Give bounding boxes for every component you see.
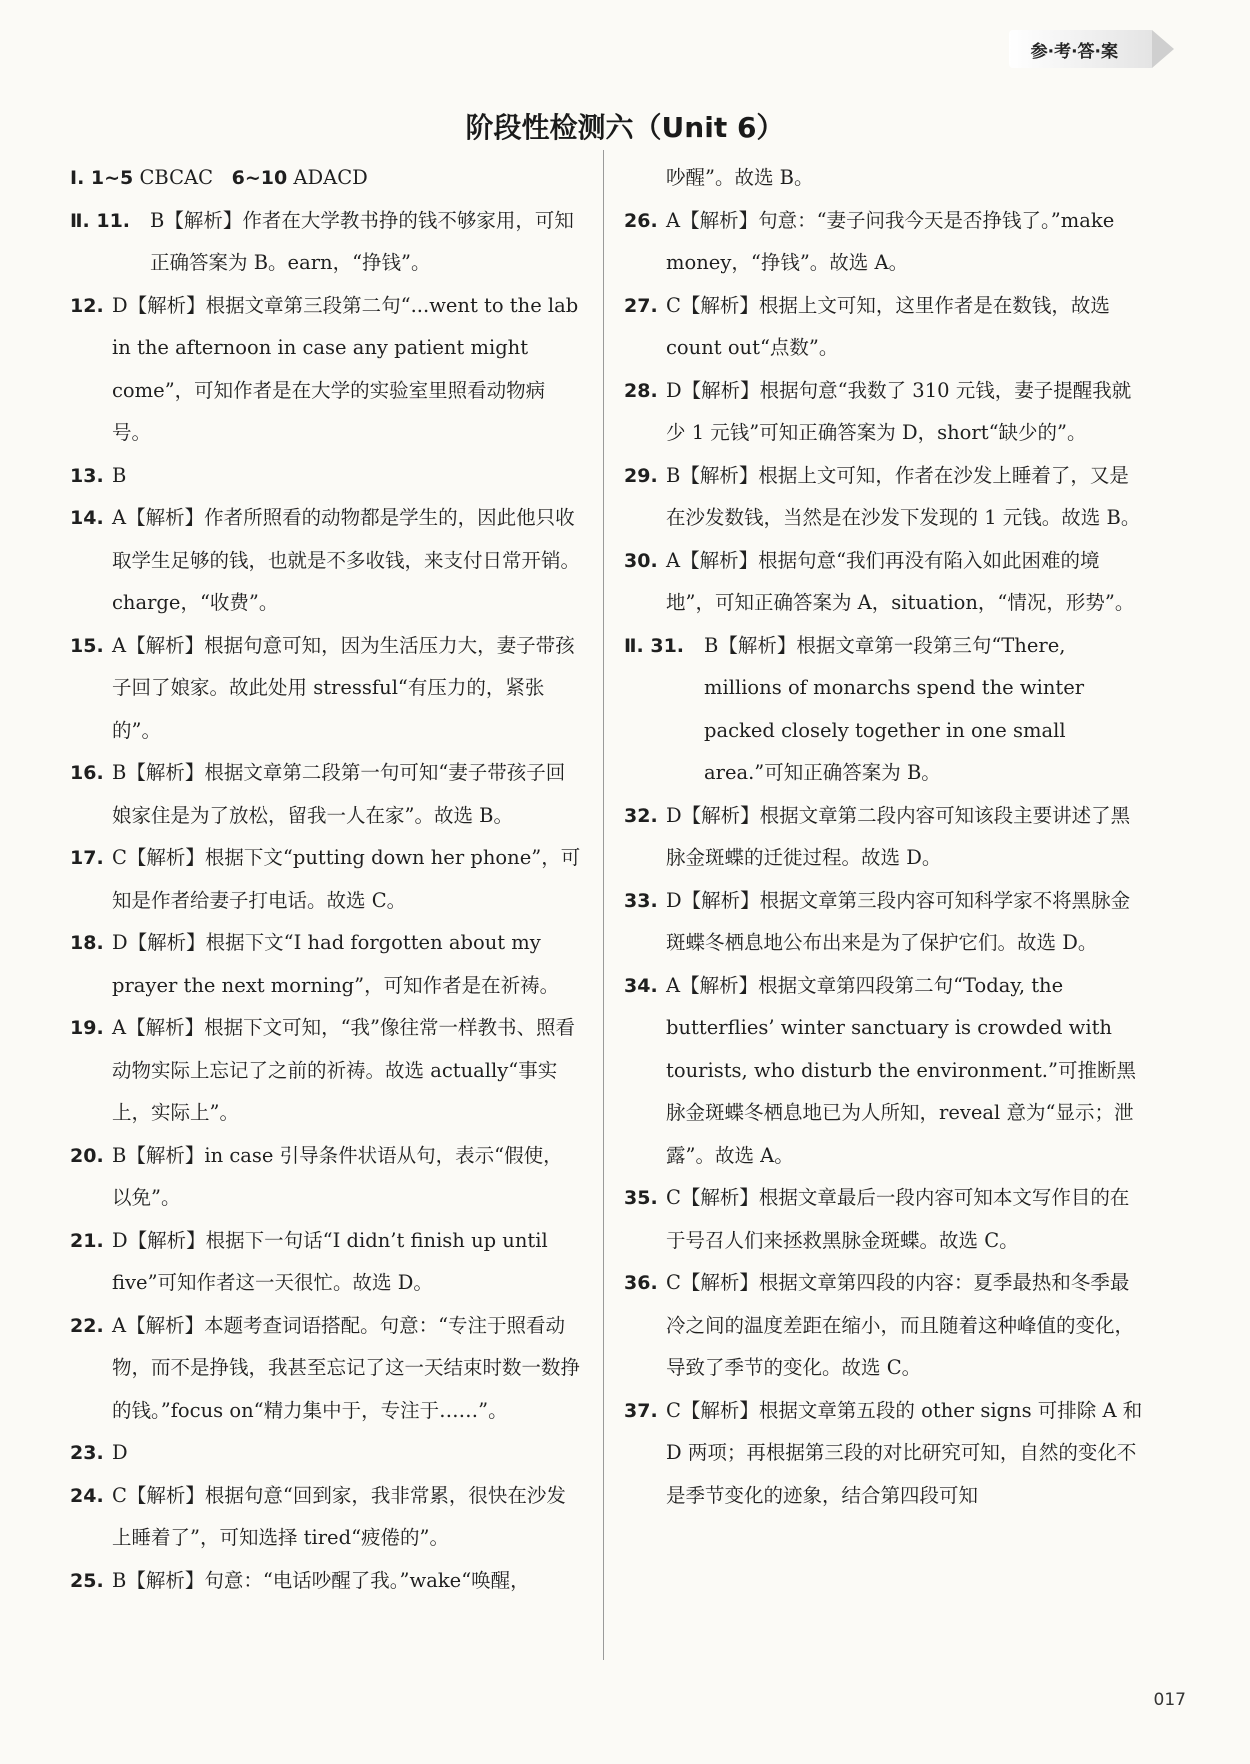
answer-text: D【解析】根据下文“I had forgotten about my prayer the next morning”，可知作者是在祈祷。 bbox=[112, 931, 560, 997]
answer-item bbox=[624, 285, 1144, 370]
answer-item bbox=[624, 370, 1144, 455]
answer-text: A【解析】根据句意可知，因为生活压力大，妻子带孩子回了娘家。故此处用 stressful“有压力的，紧张的”。 bbox=[112, 633, 575, 742]
answer-number: 18. bbox=[70, 932, 104, 954]
answer-item bbox=[624, 200, 1144, 285]
answer-text: A【解析】作者所照看的动物都是学生的，因此他只收取学生足够的钱，也就是不多收钱，来支付日常开销。charge，“收费”。 bbox=[112, 506, 581, 614]
answer-item bbox=[70, 922, 582, 1007]
answer-text: A【解析】根据下文可知，“我”像往常一样教书、照看动物实际上忘记了之前的祈祷。故选 actually“事实上，实际上”。 bbox=[112, 1016, 576, 1124]
answer-text: B【解析】根据上文可知，作者在沙发上睡着了，又是在沙发数钱，当然是在沙发下发现的 1 元钱。故选 B。 bbox=[666, 463, 1141, 529]
answer-text: D【解析】根据文章第三段第二句“...went to the lab in the afternoon in case any patient might come”，可知作者是在大学的实验室里照看动物病号。 bbox=[112, 293, 579, 444]
answer-text: C【解析】根据文章第四段的内容：夏季最热和冬季最冷之间的温度差距在缩小，而且随着这种峰值的变化，导致了季节的变化。故选 C。 bbox=[666, 1271, 1135, 1379]
answer-item bbox=[70, 837, 582, 922]
answer-item bbox=[70, 497, 582, 625]
answer-item bbox=[624, 1390, 1144, 1518]
answer-number: 23. bbox=[70, 1442, 104, 1464]
answer-item bbox=[70, 285, 582, 455]
answer-number: 20. bbox=[70, 1144, 104, 1167]
answer-item bbox=[70, 1432, 582, 1475]
answer-text: D【解析】根据下一句话“I didn’t finish up until five”可知作者这一天很忙。故选 D。 bbox=[112, 1228, 548, 1294]
answer-number: 19. bbox=[70, 1017, 104, 1039]
page-number: 017 bbox=[1153, 1690, 1186, 1710]
answer-number: 30. bbox=[624, 549, 658, 572]
answer-text: B【解析】in case 引导条件状语从句，表示“假使，以免”。 bbox=[112, 1143, 563, 1209]
column-divider bbox=[603, 150, 604, 1660]
answer-text: A【解析】根据句意“我们再没有陷入如此困难的境地”，可知正确答案为 A，situation，“情况，形势”。 bbox=[666, 548, 1135, 614]
answer-text: A【解析】句意：“妻子问我今天是否挣钱了。”make money，“挣钱”。故选 A。 bbox=[666, 208, 1115, 274]
answer-number: 14. bbox=[70, 507, 104, 529]
answer-text: C【解析】根据文章第五段的 other signs 可排除 A 和 D 两项；再根据第三段的对比研究可知，自然的变化不是季节变化的迹象，结合第四段可知 bbox=[666, 1398, 1143, 1507]
answer-item bbox=[70, 1560, 582, 1603]
answer-item bbox=[624, 1262, 1144, 1390]
answer-number: Ⅱ. 11. bbox=[70, 209, 131, 232]
arrow-icon bbox=[1152, 30, 1174, 68]
answer-key-label: 参·考·答·案 bbox=[1030, 41, 1118, 62]
answer-number: 24. bbox=[70, 1484, 104, 1507]
answer-number: 35. bbox=[624, 1187, 658, 1209]
section-1-answers-b: ADACD bbox=[293, 166, 368, 189]
answer-item bbox=[624, 625, 1144, 795]
answer-text: B bbox=[112, 463, 127, 487]
answer-text: D【解析】根据文章第二段内容可知该段主要讲述了黑脉金斑蝶的迁徙过程。故选 D。 bbox=[666, 803, 1131, 869]
answer-item bbox=[70, 1135, 582, 1220]
answer-text: C【解析】根据句意“回到家，我非常累，很快在沙发上睡着了”，可知选择 tired“疲倦的”。 bbox=[112, 1483, 566, 1549]
answer-number: Ⅱ. 31. bbox=[624, 634, 685, 657]
left-column bbox=[70, 157, 582, 1602]
answer-number: 13. bbox=[70, 464, 104, 487]
answer-item bbox=[70, 1007, 582, 1135]
answer-text: C【解析】根据文章最后一段内容可知本文写作目的在于号召人们来拯救黑脉金斑蝶。故选 C。 bbox=[666, 1186, 1130, 1252]
answer-number: 25. bbox=[70, 1569, 104, 1592]
answer-number: 27. bbox=[624, 294, 658, 317]
section-1-answers-a: CBCAC bbox=[139, 166, 214, 189]
answer-text: B【解析】根据文章第一段第三句“There, millions of monarchs spend the winter packed closely together in one small area.”可知正确答案为 B。 bbox=[704, 633, 1085, 784]
answer-number: 17. bbox=[70, 847, 104, 869]
answer-continuation: 吵醒”。故选 B。 bbox=[666, 166, 814, 189]
answer-item bbox=[70, 1475, 582, 1560]
answer-number: 15. bbox=[70, 634, 104, 657]
answer-item bbox=[624, 540, 1144, 625]
answer-number: 26. bbox=[624, 209, 658, 232]
answer-key-tag bbox=[1009, 30, 1152, 68]
answer-text: D【解析】根据文章第三段内容可知科学家不将黑脉金斑蝶冬栖息地公布出来是为了保护它们。故选 D。 bbox=[666, 888, 1131, 954]
section-1-range-b: 6~10 bbox=[231, 167, 288, 189]
answer-number: 34. bbox=[624, 974, 658, 997]
section-1-answers bbox=[70, 157, 582, 200]
answer-text: A【解析】本题考查词语搭配。句意：“专注于照看动物，而不是挣钱，我甚至忘记了这一天结束时数一数挣的钱。”focus on“精力集中于，专注于……”。 bbox=[112, 1313, 581, 1422]
answer-text: C【解析】根据下文“putting down her phone”，可知是作者给妻子打电话。故选 C。 bbox=[112, 846, 581, 912]
answer-number: 37. bbox=[624, 1399, 658, 1422]
answer-item bbox=[70, 455, 582, 498]
answer-number: 28. bbox=[624, 379, 658, 402]
answer-item bbox=[624, 455, 1144, 540]
answer-text: B【解析】根据文章第二段第一句可知“妻子带孩子回娘家住是为了放松，留我一人在家”。故选 B。 bbox=[112, 761, 566, 827]
answer-item bbox=[70, 1220, 582, 1305]
answer-number: 33. bbox=[624, 889, 658, 912]
answer-item bbox=[70, 752, 582, 837]
answer-number: 32. bbox=[624, 804, 658, 827]
answer-number: 22. bbox=[70, 1314, 104, 1337]
answer-text: C【解析】根据上文可知，这里作者是在数钱，故选 count out“点数”。 bbox=[666, 293, 1110, 359]
answer-text: A【解析】根据文章第四段第二句“Today, the butterflies’ winter sanctuary is crowded with tourists, who disturb the environment.”可推断黑脉金斑蝶冬栖息地已为人所知，reveal 意为“显示；泄露”。故选 A。 bbox=[666, 973, 1136, 1167]
section-1-label: Ⅰ. 1~5 bbox=[70, 167, 134, 189]
answer-number: 16. bbox=[70, 762, 104, 784]
answer-text: B【解析】作者在大学教书挣的钱不够家用，可知正确答案为 B。earn，“挣钱”。 bbox=[150, 208, 574, 274]
answer-item bbox=[624, 795, 1144, 880]
answer-item bbox=[70, 200, 582, 285]
right-column bbox=[624, 157, 1144, 1517]
answer-item bbox=[624, 965, 1144, 1178]
answer-item bbox=[70, 625, 582, 753]
answer-text: D bbox=[112, 1441, 128, 1464]
answer-item bbox=[624, 880, 1144, 965]
answer-number: 29. bbox=[624, 464, 658, 487]
answer-number: 12. bbox=[70, 294, 104, 317]
answer-text: D【解析】根据句意“我数了 310 元钱，妻子提醒我就少 1 元钱”可知正确答案为 D，short“缺少的”。 bbox=[666, 378, 1132, 444]
answer-number: 36. bbox=[624, 1272, 658, 1294]
answer-item bbox=[624, 1177, 1144, 1262]
answer-number: 21. bbox=[70, 1229, 104, 1252]
answer-text: B【解析】句意：“电话吵醒了我。”wake“唤醒， bbox=[112, 1568, 530, 1592]
answer-item bbox=[70, 1305, 582, 1433]
page-title: 阶段性检测六（Unit 6） bbox=[465, 111, 785, 144]
